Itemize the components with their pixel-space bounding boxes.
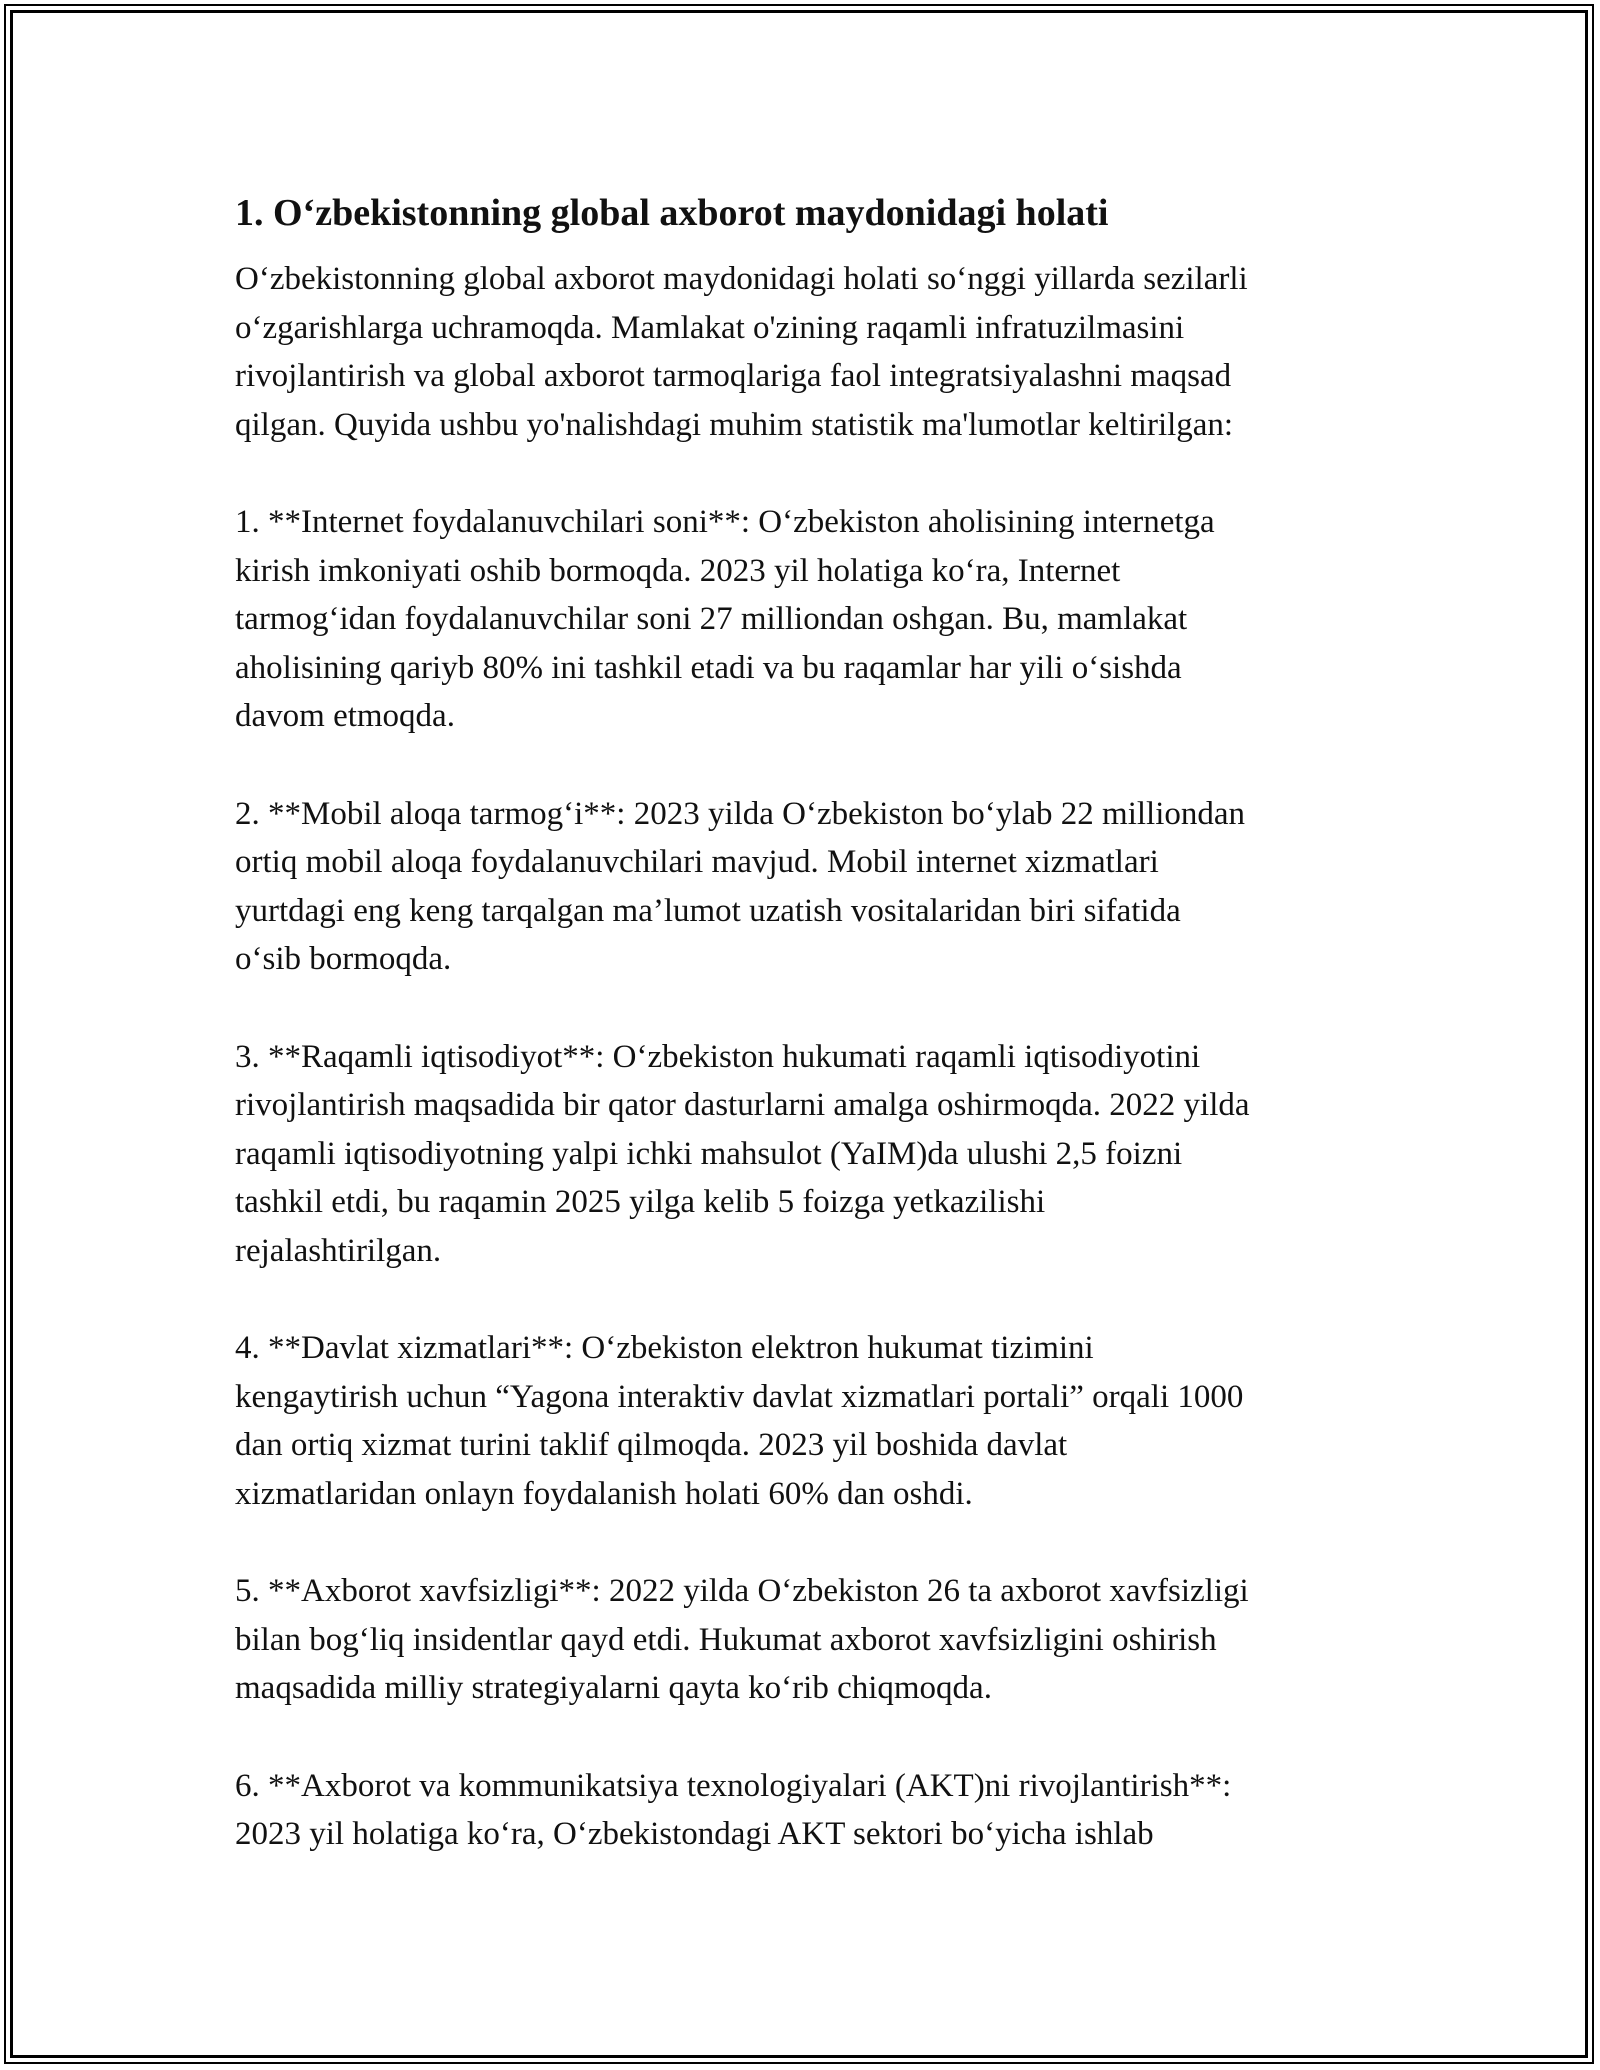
text-line: bilan bog‘liq insidentlar qayd etdi. Hukumat axborot xavfsizligini oshirish (235, 1621, 1217, 1658)
text-line: 2. **Mobil aloqa tarmog‘i**: 2023 yilda O‘zbekiston bo‘ylab 22 milliondan (235, 795, 1246, 832)
text-line: xizmatlaridan onlayn foydalanish holati 60% dan oshdi. (235, 1475, 973, 1512)
text-line: rejalashtirilgan. (235, 1232, 442, 1269)
list-item-information-security (235, 1567, 1385, 1713)
text-line: tashkil etdi, bu raqamin 2025 yilga kelib 5 foizga yetkazilishi (235, 1184, 1046, 1220)
text-line: raqamli iqtisodiyotning yalpi ichki mahsulot (YaIM)da ulushi 2,5 foizni (235, 1135, 1183, 1172)
text-line: aholisining qariyb 80% ini tashkil etadi va bu raqamlar har yili o‘sishda (235, 649, 1182, 686)
text-line: o‘zgarishlarga uchramoqda. Mamlakat o'zining raqamli infratuzilmasini (235, 309, 1185, 346)
text-line: yurtdagi eng keng tarqalgan ma’lumot uzatish vositalaridan biri sifatida (235, 892, 1181, 929)
text-line: dan ortiq xizmat turini taklif qilmoqda. 2023 yil boshida davlat (235, 1427, 1068, 1463)
text-line: qilgan. Quyida ushbu yo'nalishdagi muhim statistik ma'lumotlar keltirilgan: (235, 406, 1234, 443)
list-item-internet-users (235, 498, 1385, 741)
section-heading: 1. O‘zbekistonning global axborot maydonidagi holati (235, 192, 1109, 234)
text-line: ortiq mobil aloqa foydalanuvchilari mavjud. Mobil internet xizmatlari (235, 844, 1159, 880)
text-line: tarmog‘idan foydalanuvchilar soni 27 milliondan oshgan. Bu, mamlakat (235, 601, 1188, 637)
list-item-ict-development (235, 1762, 1385, 1859)
text-line: 2023 yil holatiga ko‘ra, O‘zbekistondagi AKT sektori bo‘yicha ishlab (235, 1816, 1154, 1852)
text-line: rivojlantirish va global axborot tarmoqlariga faol integratsiyalashni maqsad (235, 358, 1232, 394)
text-line: davom etmoqda. (235, 698, 455, 734)
text-line: O‘zbekistonning global axborot maydonidagi holati so‘nggi yillarda sezilarli (235, 261, 1248, 297)
text-line: kengaytirish uchun “Yagona interaktiv davlat xizmatlari portali” orqali 1000 (235, 1378, 1244, 1415)
text-line: 6. **Axborot va kommunikatsiya texnologiyalari (AKT)ni rivojlantirish**: (235, 1767, 1232, 1804)
text-line: rivojlantirish maqsadida bir qator dasturlarni amalga oshirmoqda. 2022 yilda (235, 1087, 1250, 1123)
text-line: kirish imkoniyati oshib bormoqda. 2023 yil holatiga ko‘ra, Internet (235, 552, 1121, 589)
text-line: 3. **Raqamli iqtisodiyot**: O‘zbekiston hukumati raqamli iqtisodiyotini (235, 1038, 1201, 1075)
list-item-mobile-network (235, 790, 1385, 984)
list-item-digital-economy (235, 1033, 1385, 1276)
document-body (235, 185, 1385, 1908)
text-line: 5. **Axborot xavfsizligi**: 2022 yilda O‘zbekiston 26 ta axborot xavfsizligi (235, 1573, 1249, 1609)
text-line: o‘sib bormoqda. (235, 941, 452, 977)
text-line: maqsadida milliy strategiyalarni qayta ko‘rib chiqmoqda. (235, 1670, 992, 1706)
intro-paragraph (235, 255, 1385, 449)
text-line: 4. **Davlat xizmatlari**: O‘zbekiston elektron hukumat tizimini (235, 1330, 1094, 1366)
text-line: 1. **Internet foydalanuvchilari soni**: O‘zbekiston aholisining internetga (235, 504, 1215, 540)
list-item-public-services (235, 1324, 1385, 1518)
